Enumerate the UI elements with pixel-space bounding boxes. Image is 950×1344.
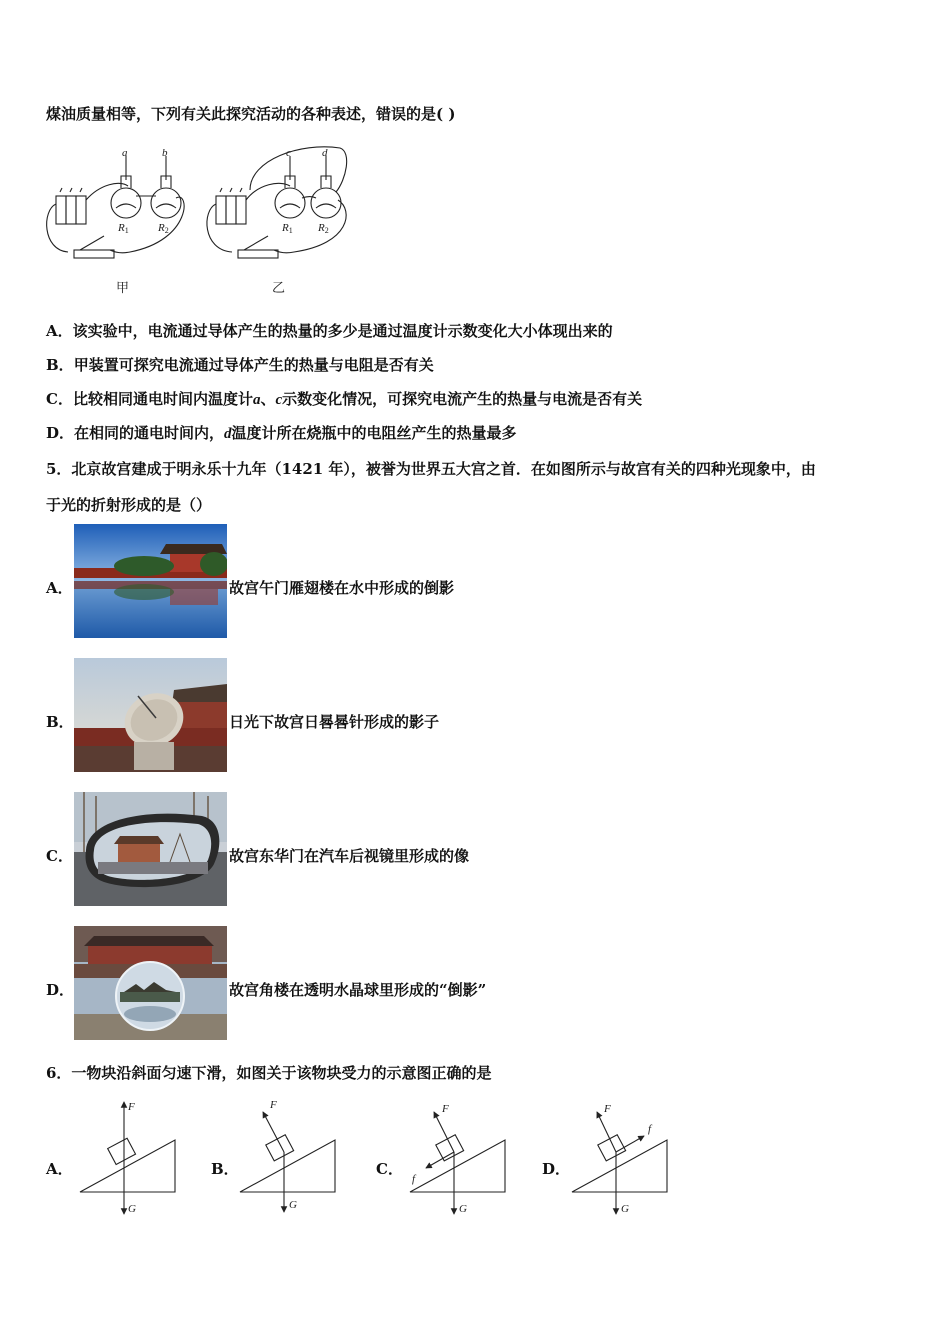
q4-option-c-var-a: a — [252, 392, 261, 408]
q6-a-label-G: G — [128, 1203, 136, 1215]
q4-option-c[interactable] — [46, 388, 642, 409]
q6-option-d-letter[interactable]: D． — [542, 1160, 571, 1178]
q4-option-b-text: 甲装置可探究电流通过导体产生的热量与电阻是否有关 — [73, 356, 434, 374]
q5-option-d-photo — [74, 926, 227, 1040]
q6-b-label-F: F — [270, 1099, 277, 1111]
q4-option-a-text: 该实验中，电流通过导体产生的热量的多少是通过温度计示数变化大小体现出来的 — [72, 322, 613, 340]
q4-option-c-text-post: 示数变化情况，可探究电流产生的热量与电流是否有关 — [282, 390, 643, 408]
q5-option-b-letter[interactable]: B． — [46, 713, 74, 731]
circuit-figure — [40, 140, 360, 300]
label-d: d — [322, 147, 328, 159]
q5-option-a-text: 故宫午门雁翅楼在水中形成的倒影 — [229, 579, 455, 597]
q4-option-c-var-c: c — [275, 392, 283, 408]
q4-option-b-letter: B． — [46, 356, 74, 374]
label-r2-right: R — [318, 222, 325, 234]
q6-a-label-F: F — [128, 1101, 135, 1113]
q4-option-d-letter: D． — [46, 424, 75, 442]
q6-b-label-G: G — [289, 1199, 297, 1211]
q6-d-label-F: F — [604, 1103, 611, 1115]
svg-text:R1 — [117, 222, 129, 235]
q4-stem: 煤油质量相等，下列有关此探究活动的各种表述，错误的是( ) — [46, 105, 456, 123]
q5-option-c-photo — [74, 792, 227, 906]
force-diagrams — [60, 1092, 700, 1222]
svg-text:R1 — [281, 222, 293, 235]
caption-yi: 乙 — [272, 280, 286, 295]
q6-d-label-f: f — [648, 1123, 652, 1135]
label-c: c — [286, 147, 291, 159]
q6-option-a-letter[interactable]: A． — [46, 1160, 73, 1178]
label-r2: R — [158, 222, 165, 234]
label-r1-right-sub: 1 — [288, 226, 293, 235]
label-r2-sub: 2 — [164, 226, 169, 235]
q5-option-c-text: 故宫东华门在汽车后视镜里形成的像 — [229, 847, 470, 865]
q6-c-label-f: f — [412, 1173, 416, 1185]
q4-option-d-var-d: d — [224, 426, 232, 442]
q4-option-a[interactable] — [46, 320, 613, 341]
q5-option-d-text: 故宫角楼在透明水晶球里形成的“倒影” — [229, 981, 487, 999]
q5-option-b-text: 日光下故宫日晷晷针形成的影子 — [229, 713, 440, 731]
q4-option-c-text-pre: 比较相同通电时间内温度计 — [72, 390, 253, 408]
q6-d-label-G: G — [621, 1203, 629, 1215]
label-r2-right-sub: 2 — [324, 226, 329, 235]
q4-option-c-sep: 、 — [260, 390, 276, 408]
svg-text:R2 — [157, 222, 169, 235]
q5-option-c-letter[interactable]: C． — [46, 847, 73, 865]
label-b: b — [162, 147, 168, 159]
q4-option-d-text-pre: 在相同的通电时间内， — [74, 424, 225, 442]
label-r1-right: R — [282, 222, 289, 234]
q5-option-a-photo — [74, 524, 227, 638]
label-a: a — [122, 147, 128, 159]
q5-option-a-letter[interactable]: A． — [46, 579, 73, 597]
svg-text:R2 — [317, 222, 329, 235]
q6-option-b-letter[interactable]: B． — [211, 1160, 239, 1178]
q4-option-d[interactable] — [46, 422, 517, 443]
q6-c-label-F: F — [442, 1103, 449, 1115]
q5-option-b-photo — [74, 658, 227, 772]
q5-stem-line2: 于光的折射形成的是（） — [46, 496, 212, 514]
caption-jia: 甲 — [116, 280, 130, 295]
q4-option-a-letter: A． — [46, 322, 73, 340]
q4-option-d-text-post: 温度计所在烧瓶中的电阻丝产生的热量最多 — [231, 424, 517, 442]
label-r1: R — [118, 222, 125, 234]
q5-option-d-letter[interactable]: D． — [46, 981, 75, 999]
q6-stem: 6．一物块沿斜面匀速下滑，如图关于该物块受力的示意图正确的是 — [46, 1064, 492, 1082]
q4-option-b[interactable] — [46, 354, 434, 375]
q4-option-c-letter: C． — [46, 390, 73, 408]
label-r1-sub: 1 — [124, 226, 129, 235]
q6-option-c-letter[interactable]: C． — [376, 1160, 403, 1178]
q5-stem-line1: 5．北京故宫建成于明永乐十九年（1421 年），被誉为世界五大宫之首．在如图所示与故宫有关的四种光现象中，由 — [46, 460, 816, 478]
q6-c-label-G: G — [459, 1203, 467, 1215]
